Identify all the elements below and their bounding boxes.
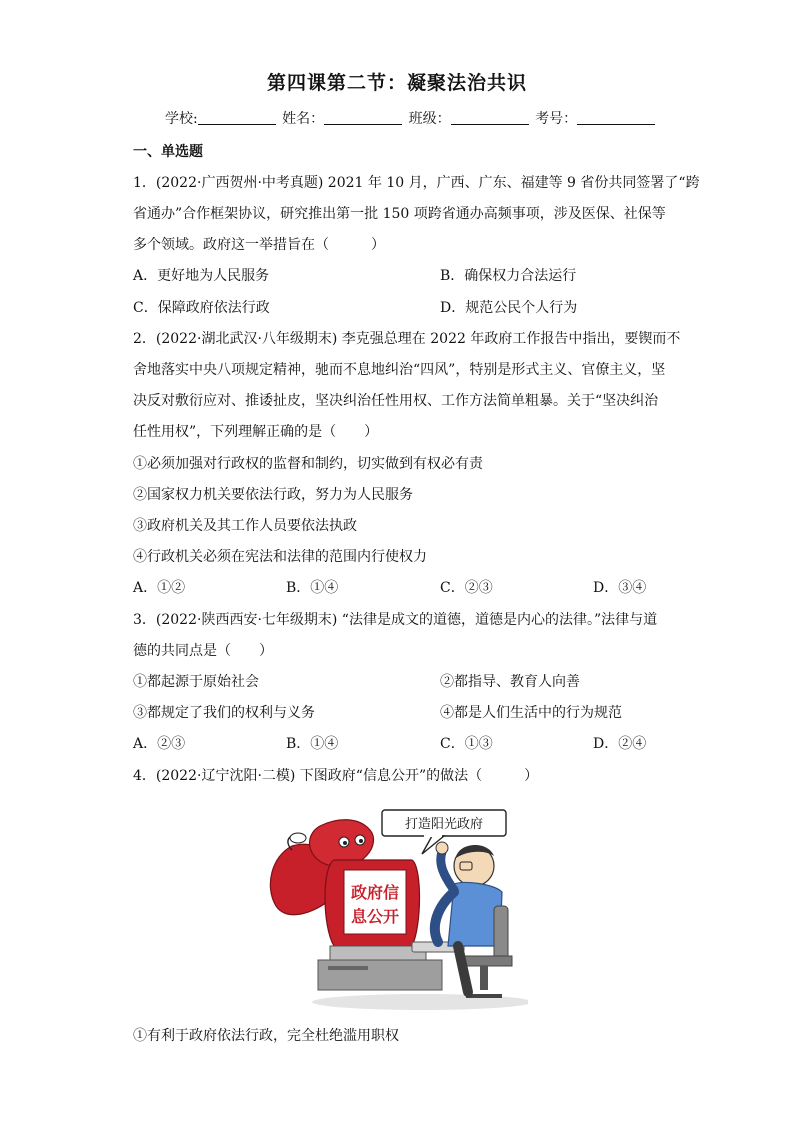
question-1-option-b: B．确保权力合法运行 <box>440 268 577 284</box>
question-3-line-2: 德的共同点是（ ） <box>133 643 273 659</box>
computer-case <box>318 960 442 990</box>
question-2-line-2: 舍地落实中央八项规定精神，驰而不息地纠治“四风”，特别是形式主义、官僚主义，坚 <box>133 362 666 378</box>
question-3-option-b: B．①④ <box>286 736 339 752</box>
class-label: 班级： <box>408 111 451 127</box>
question-3-option-d: D．②④ <box>593 736 647 752</box>
question-1-line-3: 多个领域。政府这一举措旨在（ ） <box>133 237 385 253</box>
man-raised-arm <box>441 852 454 890</box>
question-2-statement-3: ③政府机关及其工作人员要依法执政 <box>133 518 357 534</box>
question-3-statement-4: ④都是人们生活中的行为规范 <box>440 705 622 721</box>
question-1-line-2: 省通办”合作框架协议，研究推出第一批 150 项跨省通办高频事项，涉及医保、社保等 <box>133 206 666 222</box>
question-3-line-1: 3．(2022·陕西西安·七年级期末) “法律是成文的道德，道德是内心的法律。”法律与道 <box>133 612 658 628</box>
student-info-row <box>165 108 657 128</box>
question-2-option-b: B．①④ <box>286 580 339 596</box>
question-1-option-d: D．规范公民个人行为 <box>440 300 578 316</box>
question-1-line-1: 1．(2022·广西贺州·中考真题) 2021 年 10 月，广西、广东、福建等 9 省份共同签署了“跨 <box>133 175 700 191</box>
question-4-line-1: 4．(2022·辽宁沈阳·二模) 下图政府“信息公开”的做法（ ） <box>133 768 539 784</box>
hand-icon <box>436 842 448 854</box>
page-title: 第四课第二节：凝聚法治共识 <box>266 72 527 94</box>
stamp-text-line-1: 政府信 <box>350 883 400 902</box>
question-3-statement-1: ①都起源于原始社会 <box>133 674 259 690</box>
question-2-option-a: A．①② <box>133 580 186 596</box>
exam-number-blank <box>577 110 655 125</box>
exam-number-label: 考号： <box>535 111 578 127</box>
class-blank <box>451 110 529 125</box>
name-blank <box>324 110 402 125</box>
question-2-statement-4: ④行政机关必须在宪法和法律的范围内行使权力 <box>133 549 427 565</box>
name-label: 姓名： <box>282 111 325 127</box>
stamp-text-line-2: 息公开 <box>350 907 400 926</box>
question-1-option-c: C．保障政府依法行政 <box>133 300 270 316</box>
question-3-option-a: A．②③ <box>133 736 186 752</box>
sunshine-government-cartoon <box>262 806 528 1014</box>
question-2-line-1: 2．(2022·湖北武汉·八年级期末) 李克强总理在 2022 年政府工作报告中指出，要锲而不 <box>133 331 681 347</box>
question-4-statement-1: ①有利于政府依法行政，完全杜绝滥用职权 <box>133 1028 399 1044</box>
man-legs <box>458 946 468 992</box>
question-2-statement-2: ②国家权力机关要依法行政，努力为人民服务 <box>133 487 413 503</box>
hand-icon <box>290 833 306 843</box>
question-3-statement-2: ②都指导、教育人向善 <box>440 674 580 690</box>
question-2-line-4: 任性用权”，下列理解正确的是（ ） <box>133 424 379 440</box>
school-label: 学校: <box>165 111 198 127</box>
question-2-option-d: D．③④ <box>593 580 647 596</box>
question-3-option-c: C．①③ <box>440 736 493 752</box>
question-3-statement-3: ③都规定了我们的权利与义务 <box>133 705 315 721</box>
question-2-option-c: C．②③ <box>440 580 493 596</box>
school-blank <box>198 110 276 125</box>
section-title: 一、单选题 <box>133 144 203 160</box>
speech-text: 打造阳光政府 <box>404 817 484 832</box>
question-2-statement-1: ①必须加强对行政权的监督和制约，切实做到有权必有责 <box>133 456 483 472</box>
question-2-line-3: 决反对敷衍应对、推诿扯皮，坚决纠治任性用权、工作方法简单粗暴。关于“坚决纠治 <box>133 393 659 409</box>
question-1-option-a: A．更好地为人民服务 <box>133 268 270 284</box>
